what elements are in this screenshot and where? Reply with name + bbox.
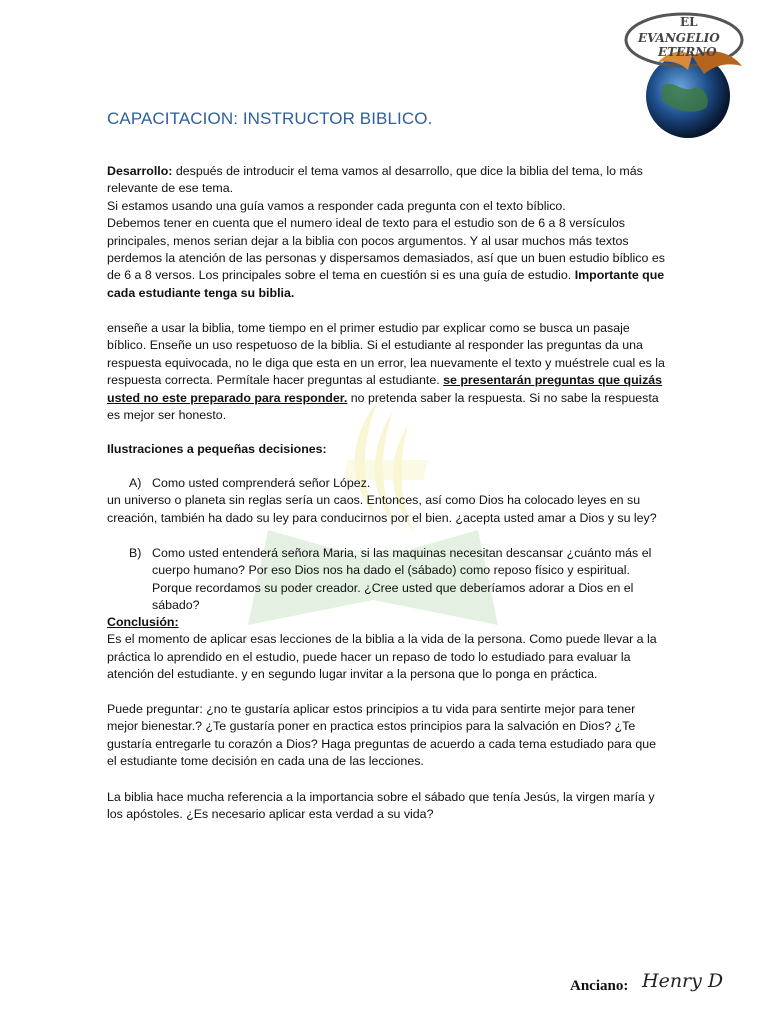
desarrollo-paragraph-3 bbox=[107, 215, 667, 302]
sabado-section bbox=[107, 789, 667, 824]
conclusion-text: Es el momento de aplicar esas lecciones de la biblia a la vida de la persona. Como puede llevar a la práctica lo aprendido en el estudio, puede hacer un repaso de todo lo estudiado para evaluar la atención del estudiante. y en segundo lugar invitar a la persona que lo ponga en práctica. bbox=[107, 632, 657, 682]
desarrollo-text-3-bold: Importante que cada estudiante tenga su biblia. bbox=[107, 268, 665, 300]
logo-text-el: EL bbox=[680, 15, 698, 29]
ensene-section bbox=[107, 320, 667, 424]
desarrollo-text-3: Debemos tener en cuenta que el numero ideal de texto para el estudio son de 6 a 8 versículos principales, menos serian dejar a la biblia con pocos argumentos. Y al usar muchos más textos perdemos la atención de las personas y dispersamos demasiados, así que un buen estudio bíblico es de 6 a 8 versos. Los principales sobre el tema en cuestión si es una guía de estudio. bbox=[107, 216, 665, 283]
el-evangelio-eterno-logo bbox=[622, 8, 746, 140]
signature-label: Anciano: bbox=[570, 978, 629, 994]
ensene-text-2: no pretenda saber la respuesta. Si no sabe la respuesta es mejor ser honesto. bbox=[107, 390, 659, 423]
logo-text-evangelio: EVANGELIO bbox=[638, 31, 720, 45]
desarrollo-text-2: Si estamos usando una guía vamos a responder cada pregunta con el texto bíblico. bbox=[107, 198, 566, 213]
ensene-text-1: enseñe a usar la biblia, tome tiempo en el primer estudio par explicar como se busca un pasaje bíblico. Enseñe un uso respetuoso de la biblia. Si el estudiante al responder las preguntas da una respuesta equivocada, no le diga que esta en un error, lea nuevamente el texto y muéstrele cual es la respuesta correcta. Permítale hacer preguntas al estudiante. bbox=[107, 321, 665, 388]
ilustracion-a bbox=[107, 475, 667, 527]
conclusion-section bbox=[107, 614, 667, 684]
desarrollo-label: Desarrollo: bbox=[107, 164, 173, 178]
ilustraciones-section bbox=[107, 441, 667, 458]
list-item-b bbox=[107, 545, 667, 615]
preguntar-text: Puede preguntar: ¿no te gustaría aplicar estos principios a tu vida para sentirte mejor para tener mejor bienestar.? ¿Te gustaría poner en practica estos principios para la salvación en Dios? ¿Te gustaría entregarle tu corazón a Dios? Haga preguntas de acuerdo a cada tema estudiado para que el estudiante tome decisión en cada una de las lecciones. bbox=[107, 702, 656, 769]
item-a-follow: un universo o planeta sin reglas sería un caos. Entonces, así como Dios ha colocado leyes en su creación, también ha dado su ley para conducirnos por el bien. ¿acepta usted amar a Dios y su ley? bbox=[107, 493, 657, 525]
item-a-text: Como usted comprenderá señor López. bbox=[152, 476, 371, 490]
item-b-text: Como usted entenderá señora Maria, si las maquinas necesitan descansar ¿cuánto más el cuerpo humano? Por eso Dios nos ha dado el (sábado) como reposo físico y espiritual. Porque recordamos su poder creador. ¿Cree usted que deberíamos adorar a Dios en el sábado? bbox=[152, 546, 652, 613]
list-marker-b: B) bbox=[129, 546, 142, 560]
preguntar-section bbox=[107, 701, 667, 771]
list-item-a bbox=[107, 475, 667, 492]
desarrollo-paragraph bbox=[107, 163, 667, 198]
page-title: CAPACITACION: INSTRUCTOR BIBLICO. bbox=[107, 109, 433, 128]
list-marker-a: A) bbox=[129, 476, 142, 490]
ensene-warning: se presentarán preguntas que quizás usted no este preparado para responder. bbox=[107, 373, 663, 405]
desarrollo-text-1: después de introducir el tema vamos al desarrollo, que dice la biblia del tema, lo más relevante de ese tema. bbox=[107, 164, 643, 196]
ilustracion-b bbox=[107, 545, 667, 615]
signature-name: Henry D bbox=[642, 970, 724, 992]
conclusion-heading: Conclusión: bbox=[107, 615, 179, 629]
ilustraciones-heading: Ilustraciones a pequeñas decisiones: bbox=[107, 442, 327, 456]
ensene-paragraph bbox=[107, 320, 667, 424]
signature-block bbox=[570, 970, 750, 1010]
logo-text-eterno: ETERNO bbox=[658, 45, 717, 59]
desarrollo-section bbox=[107, 163, 667, 302]
sabado-text: La biblia hace mucha referencia a la importancia sobre el sábado que tenía Jesús, la virgen maría y los apóstoles. ¿Es necesario aplicar esta verdad a su vida? bbox=[107, 790, 655, 822]
